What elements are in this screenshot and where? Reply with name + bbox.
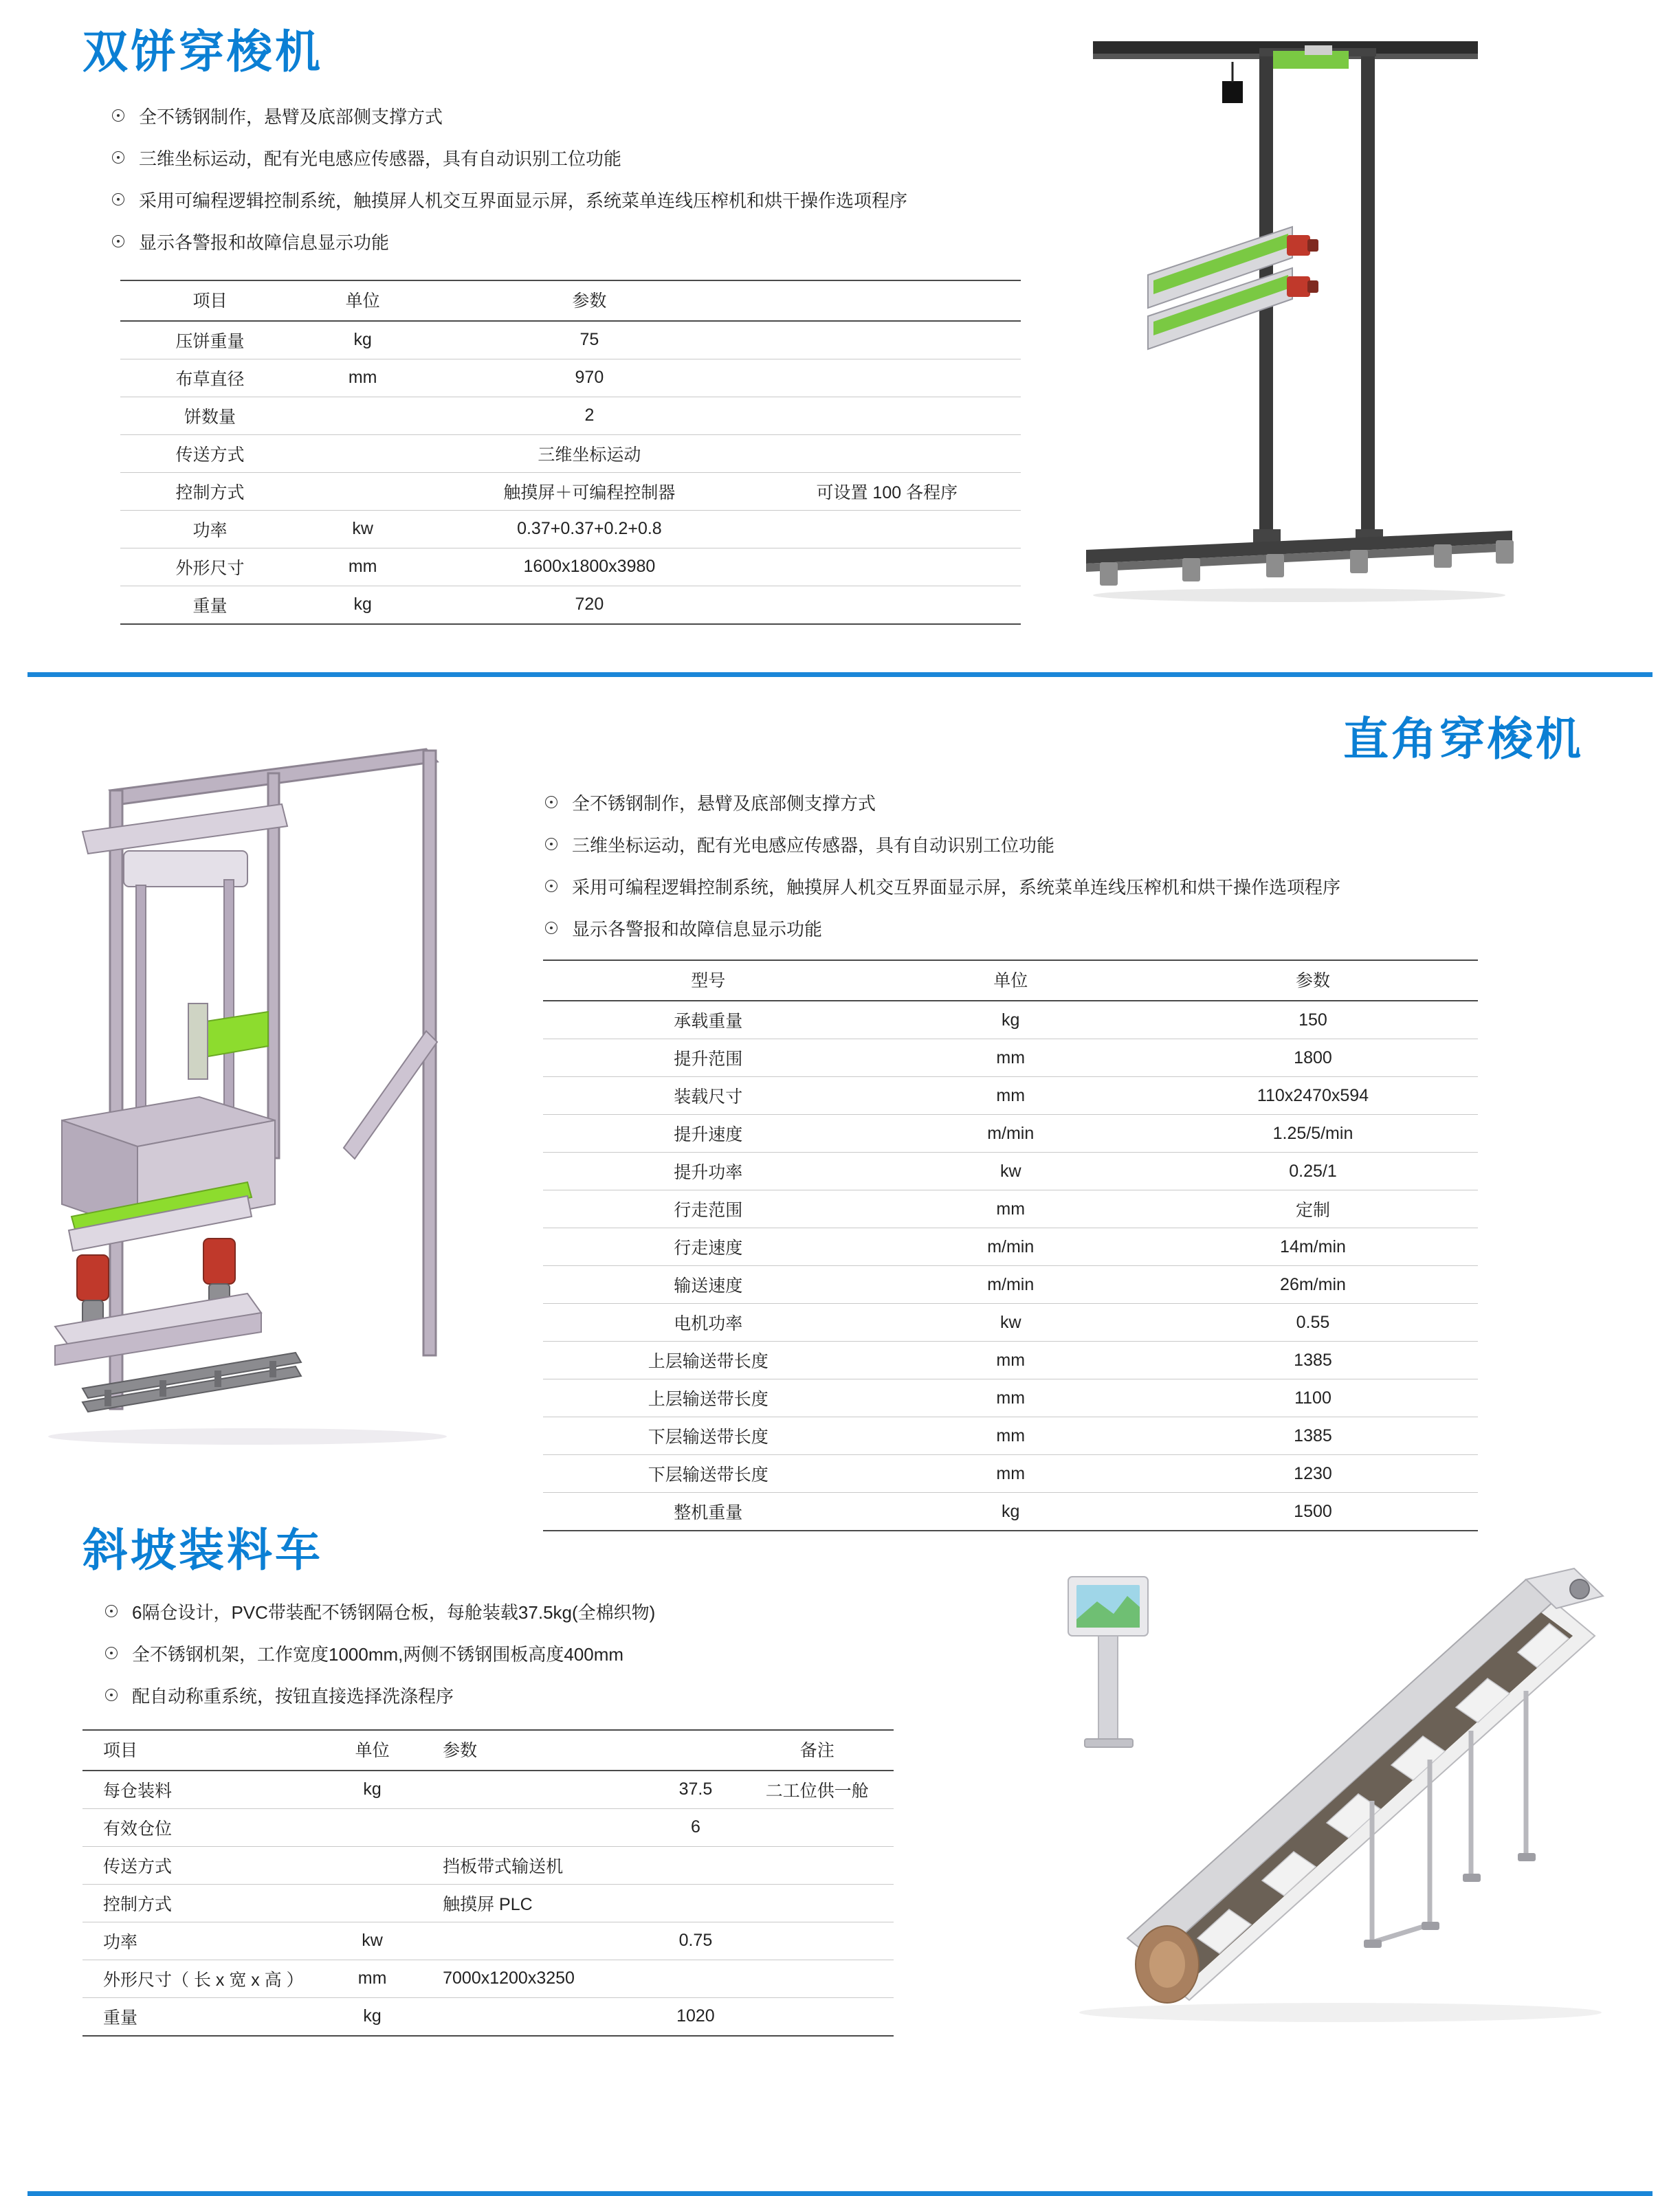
cell-parameter: 1385 [1148, 1417, 1478, 1455]
cell-unit [300, 397, 425, 434]
cell-parameter [422, 1808, 650, 1846]
cell-value: 0.75 [650, 1922, 740, 1960]
cell-item: 提升速度 [543, 1115, 874, 1153]
table-row [543, 1001, 1478, 1039]
feature-list-section-3 [103, 1599, 907, 1710]
table-row [120, 321, 1021, 359]
cell-parameter: 26m/min [1148, 1266, 1478, 1304]
list-item [543, 832, 1560, 859]
cell-value [650, 1846, 740, 1884]
cell-unit [300, 434, 425, 472]
feature-text: 配自动称重系统，按钮直接选择洗涤程序 [132, 1685, 454, 1707]
list-item [110, 230, 1079, 256]
spec-table-section-1 [120, 280, 1021, 625]
cell-extra: 可设置 100 各程序 [753, 472, 1021, 510]
bullet-dot-icon [103, 1603, 121, 1621]
bullet-dot-icon [110, 233, 128, 251]
cell-unit: mm [874, 1039, 1148, 1077]
table-row [82, 1846, 894, 1884]
cell-item: 功率 [82, 1922, 322, 1960]
cell-parameter: 14m/min [1148, 1228, 1478, 1266]
cell-parameter: 110x2470x594 [1148, 1077, 1478, 1115]
table-body [120, 321, 1021, 624]
column-header-value [650, 1730, 740, 1771]
cell-parameter: 0.25/1 [1148, 1153, 1478, 1190]
cell-unit: mm [874, 1379, 1148, 1417]
cell-item: 输送速度 [543, 1266, 874, 1304]
column-header-unit: 单位 [874, 960, 1148, 1001]
cell-parameter: 0.37+0.37+0.2+0.8 [425, 510, 753, 548]
bullet-dot-icon [103, 1687, 121, 1705]
table-row [543, 1455, 1478, 1493]
list-item [110, 146, 1079, 173]
table-row [543, 1115, 1478, 1153]
cell-unit [300, 472, 425, 510]
feature-text: 三维坐标运动，配有光电感应传感器，具有自动识别工位功能 [139, 148, 622, 169]
cell-parameter: 150 [1148, 1001, 1478, 1039]
cell-unit: kg [874, 1001, 1148, 1039]
feature-text: 全不锈钢制作，悬臂及底部侧支撑方式 [139, 106, 443, 127]
cell-parameter: 7000x1200x3250 [422, 1960, 650, 1997]
table-row [120, 397, 1021, 434]
bullet-dot-icon [110, 149, 128, 167]
cell-extra [753, 434, 1021, 472]
table-row [82, 1808, 894, 1846]
cell-item: 行走范围 [543, 1190, 874, 1228]
section-2-text-column [543, 790, 1560, 1531]
table-body [543, 1001, 1478, 1531]
cell-parameter: 三维坐标运动 [425, 434, 753, 472]
cell-parameter: 1.25/5/min [1148, 1115, 1478, 1153]
column-header-remark: 备注 [741, 1730, 894, 1771]
table-row [120, 434, 1021, 472]
cell-extra [753, 359, 1021, 397]
table-row [82, 1997, 894, 2036]
cell-value: 1020 [650, 1997, 740, 2036]
cell-item: 承载重量 [543, 1001, 874, 1039]
cell-unit: mm [874, 1342, 1148, 1379]
cell-item: 传送方式 [82, 1846, 322, 1884]
table-row [543, 1190, 1478, 1228]
bullet-dot-icon [103, 1645, 121, 1663]
cell-unit: kg [300, 586, 425, 624]
cell-unit: m/min [874, 1228, 1148, 1266]
table-row [543, 1077, 1478, 1115]
column-header-parameter: 参数 [425, 280, 753, 321]
list-item [543, 874, 1560, 901]
cell-value: 37.5 [650, 1771, 740, 1809]
cell-parameter: 1500 [1148, 1493, 1478, 1531]
cell-unit: kw [874, 1304, 1148, 1342]
list-item [110, 188, 1079, 214]
table-row [543, 1228, 1478, 1266]
cell-remark [741, 1808, 894, 1846]
cell-item: 功率 [120, 510, 300, 548]
list-item [103, 1641, 907, 1668]
cell-unit [322, 1884, 422, 1922]
cell-unit: kg [322, 1771, 422, 1809]
cell-item: 行走速度 [543, 1228, 874, 1266]
cell-parameter: 触摸屏 PLC [422, 1884, 650, 1922]
bullet-dot-icon [543, 878, 561, 896]
cell-value [650, 1960, 740, 1997]
table-body [82, 1771, 894, 2036]
cell-unit: mm [874, 1417, 1148, 1455]
cell-parameter: 1100 [1148, 1379, 1478, 1417]
feature-text: 显示各警报和故障信息显示功能 [572, 919, 823, 940]
cell-parameter [422, 1771, 650, 1809]
cell-parameter: 挡板带式输送机 [422, 1846, 650, 1884]
table-row [543, 1417, 1478, 1455]
list-item [543, 916, 1560, 943]
table-header-row [543, 960, 1478, 1001]
cell-parameter: 1385 [1148, 1342, 1478, 1379]
cell-parameter: 2 [425, 397, 753, 434]
cell-parameter: 970 [425, 359, 753, 397]
cell-item: 下层输送带长度 [543, 1417, 874, 1455]
table-row [120, 472, 1021, 510]
feature-text: 三维坐标运动，配有光电感应传感器，具有自动识别工位功能 [572, 835, 1055, 856]
cell-item: 下层输送带长度 [543, 1455, 874, 1493]
table-row [543, 1379, 1478, 1417]
section-3-text-column [82, 1526, 907, 2037]
cell-unit: kw [322, 1922, 422, 1960]
cell-item: 提升范围 [543, 1039, 874, 1077]
cell-unit: kg [874, 1493, 1148, 1531]
cell-item: 传送方式 [120, 434, 300, 472]
column-header-unit: 单位 [322, 1730, 422, 1771]
cell-unit: kw [874, 1153, 1148, 1190]
cell-extra [753, 548, 1021, 586]
cell-extra [753, 586, 1021, 624]
cell-item: 每仓装料 [82, 1771, 322, 1809]
cell-unit: mm [322, 1960, 422, 1997]
cell-item: 上层输送带长度 [543, 1342, 874, 1379]
table-row [120, 359, 1021, 397]
bullet-dot-icon [543, 920, 561, 938]
cell-parameter [422, 1997, 650, 2036]
cell-item: 整机重量 [543, 1493, 874, 1531]
cell-item: 外形尺寸 [120, 548, 300, 586]
cell-item: 重量 [82, 1997, 322, 2036]
section-1-text-column [82, 27, 1079, 625]
table-row [543, 1266, 1478, 1304]
section-right-angle-shuttle [0, 674, 1680, 1522]
cell-parameter: 触摸屏＋可编程控制器 [425, 472, 753, 510]
product-image-ramp-loader [1045, 1553, 1650, 2034]
table-row [82, 1884, 894, 1922]
cell-item: 压饼重量 [120, 321, 300, 359]
table-row [543, 1304, 1478, 1342]
cell-item: 外形尺寸（ 长 x 宽 x 高 ） [82, 1960, 322, 1997]
cell-unit [322, 1808, 422, 1846]
feature-list-section-1 [110, 104, 1079, 256]
table-head [82, 1730, 894, 1771]
page-title-section-2: 直角穿梭机 [1343, 713, 1584, 766]
feature-text: 全不锈钢机架，工作宽度1000mm,两侧不锈钢围板高度400mm [132, 1643, 624, 1665]
cell-remark [741, 1846, 894, 1884]
cell-remark [741, 1997, 894, 2036]
section-double-cake-shuttle [0, 0, 1680, 674]
table-head [543, 960, 1478, 1001]
cell-unit: kg [300, 321, 425, 359]
feature-text: 采用可编程逻辑控制系统，触摸屏人机交互界面显示屏，系统菜单连线压榨机和烘干操作选项程序 [139, 190, 908, 211]
cell-item: 上层输送带长度 [543, 1379, 874, 1417]
cell-parameter: 75 [425, 321, 753, 359]
section-ramp-loader [0, 1498, 1680, 2076]
section-divider [27, 2191, 1653, 2196]
cell-unit: mm [300, 359, 425, 397]
cell-remark [741, 1922, 894, 1960]
cell-parameter: 1800 [1148, 1039, 1478, 1077]
cell-unit: kw [300, 510, 425, 548]
cell-parameter: 定制 [1148, 1190, 1478, 1228]
cell-item: 控制方式 [82, 1884, 322, 1922]
cell-remark: 二工位供一舱 [741, 1771, 894, 1809]
feature-text: 全不锈钢制作，悬臂及底部侧支撑方式 [572, 793, 876, 814]
cell-extra [753, 397, 1021, 434]
cell-unit: mm [874, 1077, 1148, 1115]
table-head [120, 280, 1021, 321]
cell-item: 控制方式 [120, 472, 300, 510]
column-header-item: 项目 [82, 1730, 322, 1771]
table-row [82, 1922, 894, 1960]
list-item [543, 790, 1560, 817]
cell-parameter: 1600x1800x3980 [425, 548, 753, 586]
column-header-extra [753, 280, 1021, 321]
cell-unit: mm [874, 1190, 1148, 1228]
column-header-parameter: 参数 [422, 1730, 650, 1771]
column-header-parameter: 参数 [1148, 960, 1478, 1001]
cell-unit [322, 1846, 422, 1884]
list-item [103, 1599, 907, 1626]
column-header-unit: 单位 [300, 280, 425, 321]
page-title-section-1: 双饼穿梭机 [82, 25, 323, 78]
list-item [110, 104, 1079, 131]
feature-text: 采用可编程逻辑控制系统，触摸屏人机交互界面显示屏，系统菜单连线压榨机和烘干操作选项程序 [572, 877, 1341, 898]
bullet-dot-icon [543, 836, 561, 854]
table-row [543, 1039, 1478, 1077]
cell-item: 装载尺寸 [543, 1077, 874, 1115]
spec-table-section-3 [82, 1729, 894, 2037]
feature-text: 显示各警报和故障信息显示功能 [139, 232, 390, 253]
cell-item: 饼数量 [120, 397, 300, 434]
feature-list-section-2 [543, 790, 1560, 943]
table-row [543, 1153, 1478, 1190]
page-title-section-3: 斜坡装料车 [82, 1524, 323, 1577]
table-header-row [120, 280, 1021, 321]
cell-value [650, 1884, 740, 1922]
table-row [120, 510, 1021, 548]
table-header-row [82, 1730, 894, 1771]
feature-text: 6隔仓设计，PVC带装配不锈钢隔仓板，每舱装载37.5kg(全棉织物) [132, 1601, 656, 1623]
cell-remark [741, 1960, 894, 1997]
cell-parameter: 0.55 [1148, 1304, 1478, 1342]
list-item [103, 1683, 907, 1710]
cell-unit: kg [322, 1997, 422, 2036]
table-row [82, 1960, 894, 1997]
table-row [120, 548, 1021, 586]
column-header-model: 型号 [543, 960, 874, 1001]
cell-item: 重量 [120, 586, 300, 624]
cell-remark [741, 1884, 894, 1922]
table-row [82, 1771, 894, 1809]
bullet-dot-icon [110, 191, 128, 209]
cell-item: 电机功率 [543, 1304, 874, 1342]
table-row [543, 1342, 1478, 1379]
cell-extra [753, 510, 1021, 548]
column-header-item: 项目 [120, 280, 300, 321]
cell-parameter: 1230 [1148, 1455, 1478, 1493]
cell-unit: mm [874, 1455, 1148, 1493]
cell-extra [753, 321, 1021, 359]
bullet-dot-icon [543, 794, 561, 812]
table-row [120, 586, 1021, 624]
cell-unit: mm [300, 548, 425, 586]
cell-parameter: 720 [425, 586, 753, 624]
bullet-dot-icon [110, 107, 128, 125]
cell-unit: m/min [874, 1115, 1148, 1153]
cell-parameter [422, 1922, 650, 1960]
spec-table-section-2 [543, 960, 1478, 1531]
cell-unit: m/min [874, 1266, 1148, 1304]
cell-value: 6 [650, 1808, 740, 1846]
product-image-double-cake-shuttle [1086, 21, 1636, 660]
cell-item: 提升功率 [543, 1153, 874, 1190]
cell-item: 有效仓位 [82, 1808, 322, 1846]
product-image-right-angle-shuttle [41, 708, 509, 1478]
cell-item: 布草直径 [120, 359, 300, 397]
